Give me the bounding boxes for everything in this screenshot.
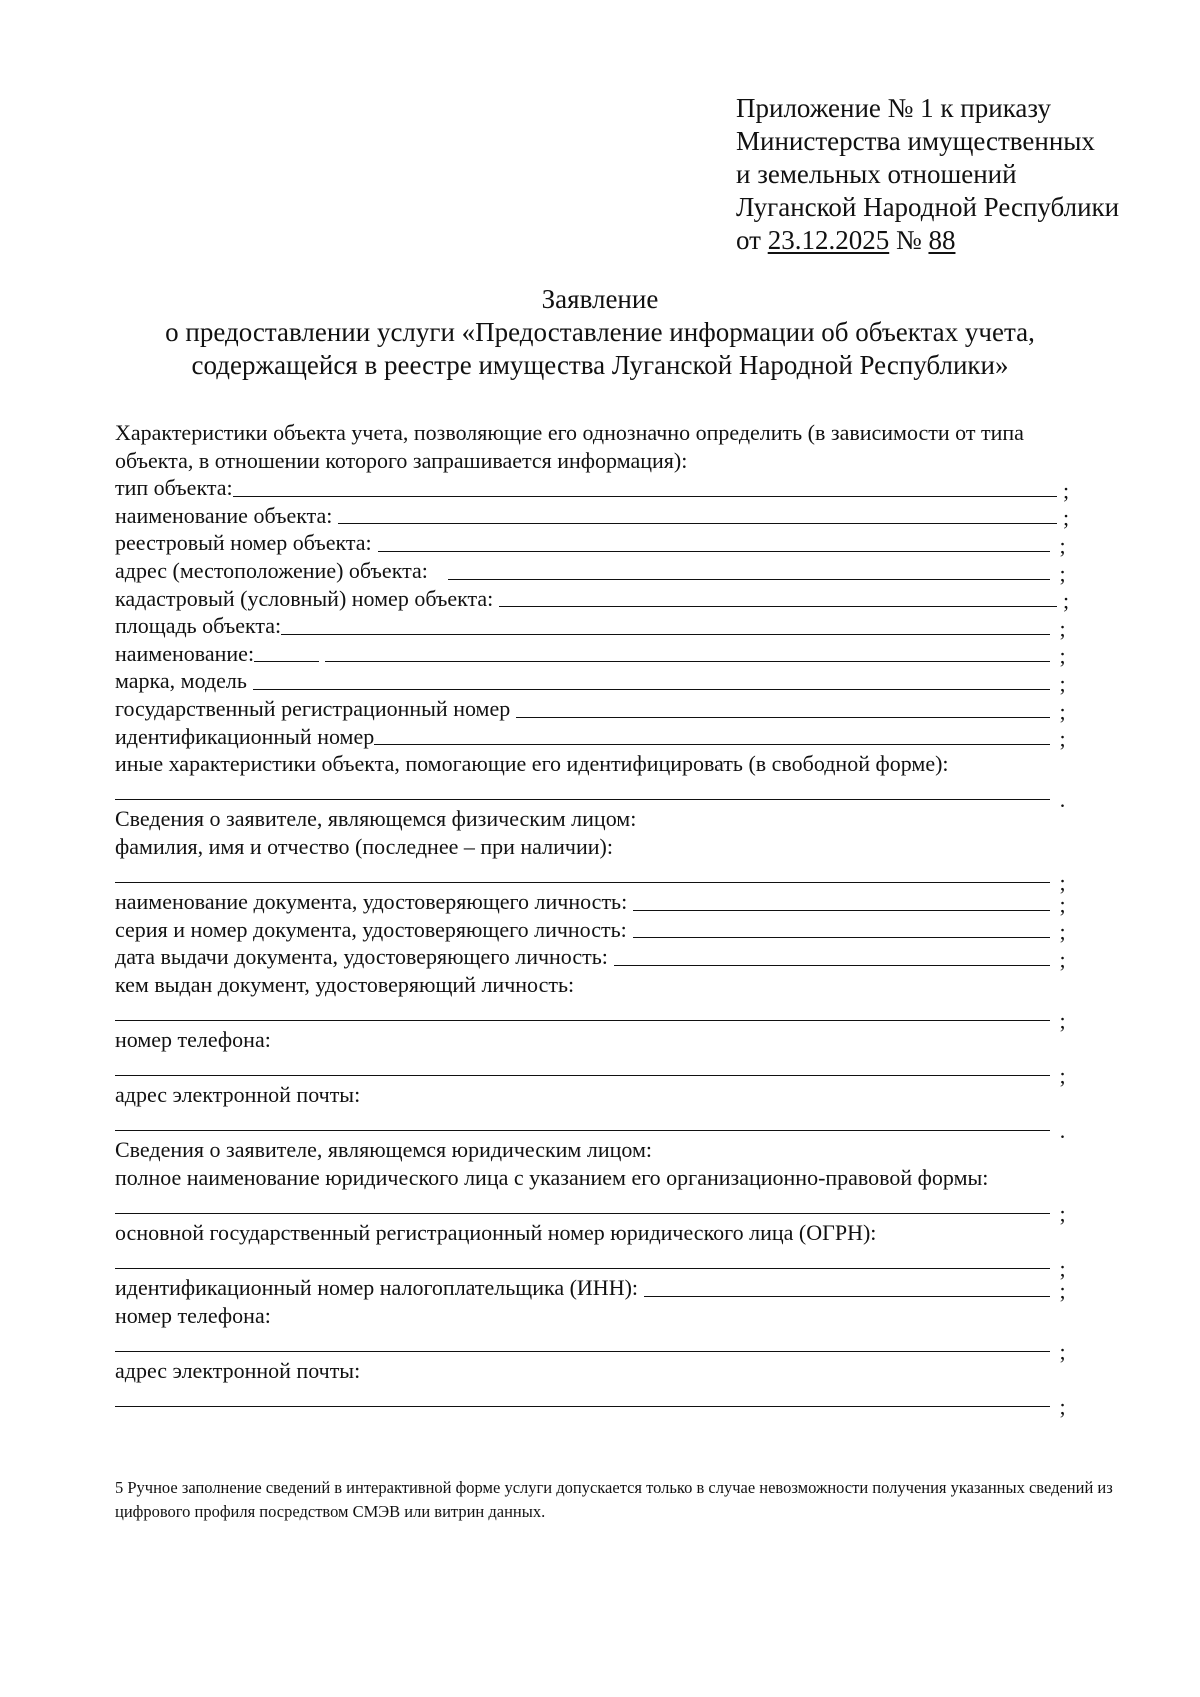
fill-line[interactable] xyxy=(614,947,1050,966)
appendix-line-4: Луганской Народной Республики xyxy=(736,192,1120,222)
fill-line[interactable] xyxy=(253,671,1050,690)
fill-line[interactable] xyxy=(115,1112,1050,1131)
field-fio[interactable] xyxy=(115,861,1075,896)
semicolon: ; xyxy=(1059,670,1066,696)
fill-line[interactable] xyxy=(633,919,1050,938)
field-label: адрес (местоположение) объекта: xyxy=(115,557,428,583)
fill-line[interactable] xyxy=(115,1057,1050,1076)
title-line-2: о предоставлении услуги «Предоставление информации об объектах учета, xyxy=(165,317,1035,347)
field-label: дата выдачи документа, удостоверяющего личность: xyxy=(115,944,608,970)
field-registry-number[interactable] xyxy=(115,529,1075,557)
field-label: тип объекта: xyxy=(115,475,233,501)
fill-line[interactable] xyxy=(633,892,1050,911)
appendix-line-1: Приложение № 1 к приказу xyxy=(736,93,1051,123)
semicolon: ; xyxy=(1062,588,1070,614)
doc-issuer-label: кем выдан документ, удостоверяющий личность: xyxy=(115,971,575,997)
field-label: идентификационный номер налогоплательщика (ИНН): xyxy=(115,1275,639,1301)
field-object-name[interactable] xyxy=(115,502,1075,530)
legal-header: Сведения о заявителе, являющемся юридическим лицом: xyxy=(115,1137,652,1163)
semicolon: ; xyxy=(1059,1008,1066,1034)
field-brand-model[interactable] xyxy=(115,667,1075,695)
other-characteristics-label: иные характеристики объекта, помогающие его идентифицировать (в свободной форме): xyxy=(115,751,949,777)
object-intro-2: объекта, в отношении которого запрашивается информация): xyxy=(115,447,688,473)
field-doc-date[interactable] xyxy=(115,943,1075,971)
individual-header: Сведения о заявителе, являющемся физическим лицом: xyxy=(115,806,637,832)
field-other-characteristics[interactable] xyxy=(115,778,1075,813)
fill-line[interactable] xyxy=(115,1002,1050,1021)
field-label: идентификационный номер xyxy=(115,723,375,749)
fill-line[interactable] xyxy=(115,1195,1050,1214)
form-body xyxy=(115,419,1075,1420)
field-doc-name[interactable] xyxy=(115,888,1075,916)
fill-line[interactable] xyxy=(115,1333,1050,1352)
order-number: 88 xyxy=(928,225,956,255)
field-doc-issuer[interactable] xyxy=(115,998,1075,1034)
field-object-type[interactable] xyxy=(115,474,1075,502)
fill-line[interactable] xyxy=(233,478,1057,497)
fill-line[interactable] xyxy=(115,1388,1050,1407)
semicolon: ; xyxy=(1059,1063,1066,1089)
number-prefix: № xyxy=(889,225,929,255)
object-intro-1: Характеристики объекта учета, позволяющие его однозначно определить (в зависимости от типа xyxy=(115,420,1024,445)
field-legal-phone[interactable] xyxy=(115,1330,1075,1365)
fill-line-short[interactable] xyxy=(254,643,319,662)
semicolon: ; xyxy=(1059,946,1066,972)
appendix-date-line xyxy=(736,224,1119,257)
field-label: серия и номер документа, удостоверяющего личность: xyxy=(115,916,627,942)
fill-line[interactable] xyxy=(115,864,1050,883)
field-inn[interactable] xyxy=(115,1274,1075,1302)
semicolon: ; xyxy=(1059,698,1066,724)
fill-line[interactable] xyxy=(115,781,1050,800)
fill-line[interactable] xyxy=(281,616,1050,635)
date-prefix: от xyxy=(736,225,768,255)
field-cadastral-number[interactable] xyxy=(115,585,1075,613)
appendix-block xyxy=(736,92,1119,257)
fill-line[interactable] xyxy=(378,533,1050,552)
field-address[interactable] xyxy=(115,557,1075,585)
field-label: наименование: xyxy=(115,640,255,666)
title-line-1: Заявление xyxy=(541,284,659,314)
legal-email-label: адрес электронной почты: xyxy=(115,1358,361,1384)
semicolon: ; xyxy=(1059,1394,1066,1420)
semicolon: ; xyxy=(1059,870,1066,896)
appendix-line-3: и земельных отношений xyxy=(736,159,1017,189)
field-label: реестровый номер объекта: xyxy=(115,530,372,556)
fill-line[interactable] xyxy=(115,1250,1050,1269)
fill-line[interactable] xyxy=(644,1278,1050,1297)
field-label: наименование документа, удостоверяющего личность: xyxy=(115,889,628,915)
semicolon: ; xyxy=(1062,505,1070,531)
field-label: кадастровый (условный) номер объекта: xyxy=(115,585,494,611)
field-doc-series[interactable] xyxy=(115,916,1075,944)
fill-line[interactable] xyxy=(325,643,1050,662)
semicolon: ; xyxy=(1059,891,1066,917)
semicolon: ; xyxy=(1059,615,1066,641)
ogrn-label: основной государственный регистрационный номер юридического лица (ОГРН): xyxy=(115,1220,877,1246)
semicolon: ; xyxy=(1059,1339,1066,1365)
fill-line[interactable] xyxy=(374,726,1050,745)
field-area[interactable] xyxy=(115,612,1075,640)
footnote: 5 Ручное заполнение сведений в интерактивной форме услуги допускается только в случае невозможности получения указанных сведений из цифрового профиля посредством СМЭВ или витрин данных. xyxy=(115,1478,1113,1521)
fill-line[interactable] xyxy=(338,505,1057,524)
field-state-reg-number[interactable] xyxy=(115,695,1075,723)
fill-line[interactable] xyxy=(516,699,1050,718)
period: . xyxy=(1059,1118,1066,1144)
field-label: наименование объекта: xyxy=(115,502,333,528)
semicolon: ; xyxy=(1059,726,1066,752)
semicolon: ; xyxy=(1059,919,1066,945)
period: . xyxy=(1059,787,1066,813)
legal-phone-label: номер телефона: xyxy=(115,1303,271,1328)
individual-phone-label: номер телефона: xyxy=(115,1027,271,1053)
field-individual-email[interactable] xyxy=(115,1109,1075,1144)
field-legal-email[interactable] xyxy=(115,1385,1075,1420)
document-title xyxy=(0,283,1200,382)
appendix-line-2: Министерства имущественных xyxy=(736,126,1095,156)
field-label: площадь объекта: xyxy=(115,613,282,639)
semicolon: ; xyxy=(1062,477,1070,503)
order-date: 23.12.2025 xyxy=(767,225,890,255)
fill-line[interactable] xyxy=(499,588,1057,607)
semicolon: ; xyxy=(1059,532,1066,558)
semicolon: ; xyxy=(1059,1201,1066,1227)
semicolon: ; xyxy=(1059,1256,1066,1282)
individual-email-label: адрес электронной почты: xyxy=(115,1082,361,1108)
semicolon: ; xyxy=(1059,643,1066,669)
semicolon: ; xyxy=(1059,1278,1066,1303)
field-ident-number[interactable] xyxy=(115,723,1075,751)
field-naming[interactable] xyxy=(115,640,1075,668)
field-ogrn[interactable] xyxy=(115,1247,1075,1282)
fio-label: фамилия, имя и отчество (последнее – при наличии): xyxy=(115,833,613,859)
field-label: марка, модель xyxy=(115,668,247,694)
semicolon: ; xyxy=(1059,560,1066,586)
legal-full-name-label: полное наименование юридического лица с указанием его организационно-правовой формы: xyxy=(115,1165,989,1191)
field-label: государственный регистрационный номер xyxy=(115,695,511,721)
title-line-3: содержащейся в реестре имущества Луганской Народной Республики» xyxy=(191,350,1009,380)
fill-line[interactable] xyxy=(448,561,1050,580)
field-legal-full-name[interactable] xyxy=(115,1192,1075,1227)
field-individual-phone[interactable] xyxy=(115,1054,1075,1089)
